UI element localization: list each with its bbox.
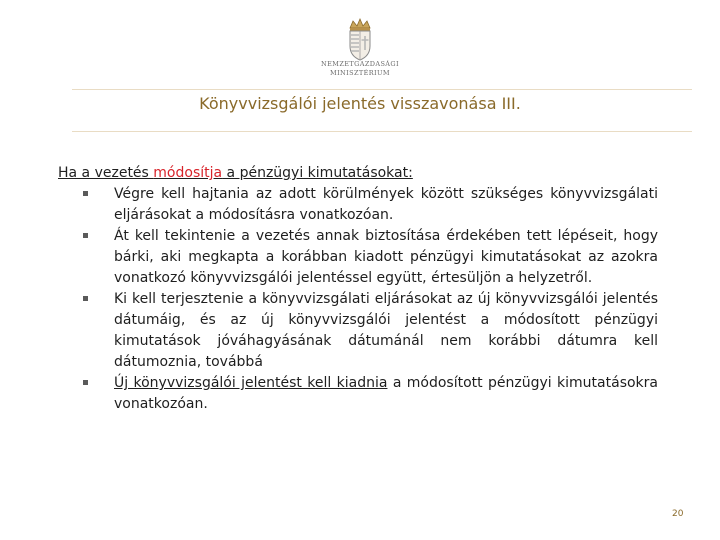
lead-sentence xyxy=(58,163,658,184)
square-bullet-icon xyxy=(83,380,88,385)
list-item xyxy=(114,373,658,415)
page-number: 20 xyxy=(672,509,684,519)
list-item-text: Ki kell terjesztenie a könyvvizsgálati eljárásokat az új könyvvizsgálói jelentés dátumáig, és az új könyvvizsgálói jelentést a módosított pénzügyi kimutatások jóváhagyásának dátumánál nem korábbi dátumra kell dátumoznia, továbbá xyxy=(114,291,658,370)
logo-line-1: NEMZETGAZDASÁGI xyxy=(321,60,399,68)
lead-text-start: Ha a vezetés xyxy=(58,165,154,181)
slide-content xyxy=(58,163,658,415)
list-item xyxy=(114,289,658,373)
header-divider xyxy=(72,89,692,90)
list-item-text: a módosított pénzügyi kimutatásokra vonatkozóan. xyxy=(114,375,658,412)
bullet-list xyxy=(58,184,658,415)
title-divider xyxy=(72,131,692,132)
list-item xyxy=(114,184,658,226)
lead-text-end: a pénzügyi kimutatásokat: xyxy=(222,165,413,181)
list-item xyxy=(114,226,658,289)
list-item-underlined-text: Új könyvvizsgálói jelentést kell kiadnia xyxy=(114,375,388,391)
list-item-text: Végre kell hajtania az adott körülmények között szükséges könyvvizsgálati eljárásokat a módosításra vonatkozóan. xyxy=(114,186,658,223)
logo-line-2: MINISZTÉRIUM xyxy=(330,69,390,77)
lead-highlight: módosítja xyxy=(153,165,223,181)
slide-title: Könyvvizsgálói jelentés visszavonása III. xyxy=(199,94,521,113)
coat-of-arms-icon xyxy=(339,16,381,62)
list-item-text: Át kell tekintenie a vezetés annak biztosítása érdekében tett lépéseit, hogy bárki, aki megkapta a korábban kiadott pénzügyi kimutatásokat az azokra vonatkozó könyvvizsgálói jelentéssel együtt, értesüljön a helyzetről. xyxy=(114,228,658,286)
ministry-logo-text xyxy=(300,60,420,78)
square-bullet-icon xyxy=(83,191,88,196)
square-bullet-icon xyxy=(83,296,88,301)
square-bullet-icon xyxy=(83,233,88,238)
